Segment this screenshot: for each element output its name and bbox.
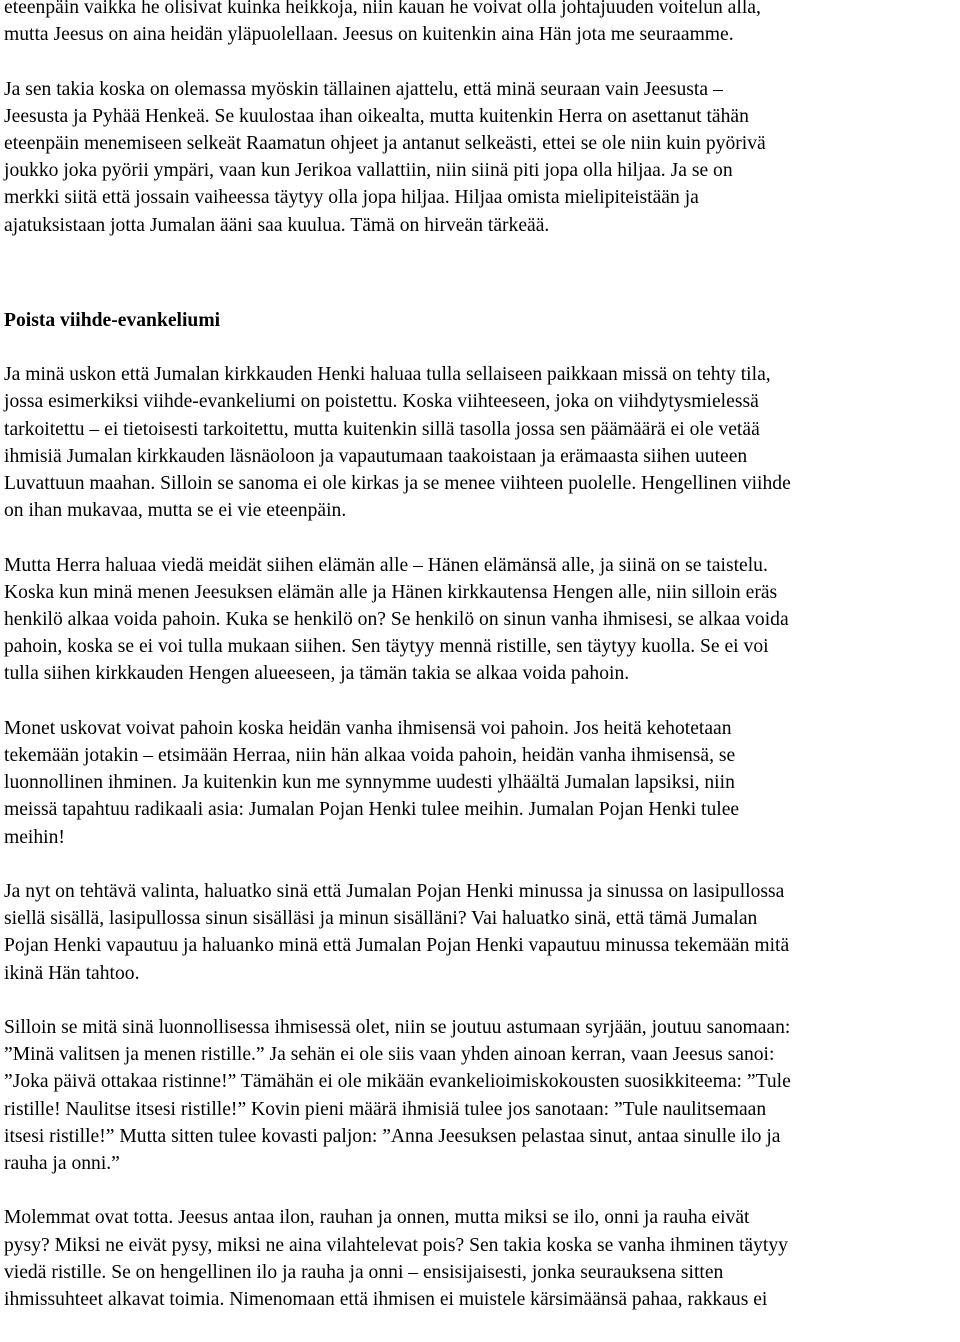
text-line: Koska kun minä menen Jeesuksen elämän alle ja Hänen kirkkautensa Hengen alle, niin silloin eräs xyxy=(4,581,778,603)
text-line: ”Minä valitsen ja menen ristille.” Ja sehän ei ole siis vaan yhden ainoan kerran, vaan Jeesus sanoi: xyxy=(4,1044,775,1066)
text-line: jossa esimerkiksi viihde-evankeliumi on poistettu. Koska viihteeseen, joka on viihdytysmielessä xyxy=(4,391,759,413)
text-line: ihmisiä Jumalan kirkkauden läsnäoloon ja vapautumaan taakoistaan ja erämaasta siihen uuteen xyxy=(4,445,748,467)
text-line: luonnollinen ihminen. Ja kuitenkin kun me synnymme uudesti ylhäältä Jumalan lapsiksi, niin xyxy=(4,772,735,794)
text-line: tarkoitettu – ei tietoisesti tarkoitettu, mutta kuitenkin sillä tasolla jossa sen päämäärä ei ole vetää xyxy=(4,418,760,440)
text-line: Monet uskovat voivat pahoin koska heidän vanha ihmisensä voi pahoin. Jos heitä kehotetaan xyxy=(4,717,732,739)
text-line: Jeesusta ja Pyhää Henkeä. Se kuulostaa ihan oikealta, mutta kuitenkin Herra on asettanut tähän xyxy=(4,105,749,127)
paragraph xyxy=(4,1014,960,1177)
text-line: on ihan mukavaa, mutta se ei vie eteenpäin. xyxy=(4,500,347,522)
paragraph-spacer xyxy=(4,987,960,1014)
text-line: henkilö alkaa voida pahoin. Kuka se henkilö on? Se henkilö on sinun vanha ihmisesi, se alkaa voida xyxy=(4,609,789,631)
text-line: Molemmat ovat totta. Jeesus antaa ilon, rauhan ja onnen, mutta miksi se ilo, onni ja rauha eivät xyxy=(4,1207,750,1229)
text-line: Pojan Henki vapautuu ja haluanko minä että Jumalan Pojan Henki vapautuu minussa tekemään mitä xyxy=(4,935,790,957)
text-line: viedä ristille. Se on hengellinen ilo ja rauha ja onni – ensisijaisesti, jonka seurauksena sitten xyxy=(4,1261,724,1283)
text-line: Ja minä uskon että Jumalan kirkkauden Henki haluaa tulla sellaiseen paikkaan missä on tehty tila, xyxy=(4,364,771,386)
text-line: meissä tapahtuu radikaali asia: Jumalan Pojan Henki tulee meihin. Jumalan Pojan Henki tulee xyxy=(4,799,740,821)
text-line: ristille! Naulitse itsesi ristille!” Kovin pieni määrä ihmisiä tulee jos sanotaan: ”Tule naulitsemaan xyxy=(4,1098,767,1120)
text-line: ikinä Hän tahtoo. xyxy=(4,962,140,984)
paragraph-spacer xyxy=(4,851,960,878)
text-line: Luvattuun maahan. Silloin se sanoma ei ole kirkas ja se menee viihteen puolelle. Hengellinen viihde xyxy=(4,473,791,495)
text-line: Mutta Herra haluaa viedä meidät siihen elämän alle – Hänen elämänsä alle, ja siinä on se taistelu. xyxy=(4,554,768,576)
text-line: Ja nyt on tehtävä valinta, haluatko sinä että Jumalan Pojan Henki minussa ja sinussa on lasipullossa xyxy=(4,881,785,903)
text-line: ajatuksistaan jotta Jumalan ääni saa kuulua. Tämä on hirveän tärkeää. xyxy=(4,214,550,236)
text-line: tulla siihen kirkkauden Hengen alueeseen, ja tämän takia se alkaa voida pahoin. xyxy=(4,663,630,685)
paragraph xyxy=(4,552,960,688)
text-line: itsesi ristille!” Mutta sitten tulee kovasti paljon: ”Anna Jeesuksen pelastaa sinut, antaa sinulle ilo ja xyxy=(4,1125,781,1147)
paragraph xyxy=(4,361,960,524)
text-line: rauha ja onni.” xyxy=(4,1153,120,1175)
text-line: pysy? Miksi ne eivät pysy, miksi ne aina vilahtelevat pois? Sen takia koska se vanha ihminen täytyy xyxy=(4,1234,788,1256)
paragraph-spacer xyxy=(4,334,960,361)
paragraph-spacer xyxy=(4,524,960,551)
text-line: eteenpäin vaikka he olisivat kuinka heikkoja, niin kauan he voivat olla johtajuuden voitelun alla, xyxy=(4,0,761,18)
paragraph-spacer xyxy=(4,688,960,715)
text-line: meihin! xyxy=(4,826,65,848)
paragraph xyxy=(4,878,960,987)
text-line: merkki siitä että jossain vaiheessa täytyy olla jopa hiljaa. Hiljaa omista mielipiteistään ja xyxy=(4,187,699,209)
text-line: ihmissuhteet alkavat toimia. Nimenomaan että ihmisen ei muistele kärsimäänsä pahaa, rakkaus ei xyxy=(4,1289,768,1311)
document-page xyxy=(4,0,960,1313)
paragraph xyxy=(4,1204,960,1313)
paragraph xyxy=(4,0,960,48)
text-line: Silloin se mitä sinä luonnollisessa ihmisessä olet, niin se joutuu astumaan syrjään, joutuu sanomaan: xyxy=(4,1017,791,1039)
text-line: eteenpäin menemiseen selkeät Raamatun ohjeet ja antanut selkeästi, ettei se ole niin kuin pyörivä xyxy=(4,133,766,154)
text-line: pahoin, koska se ei voi tulla mukaan siihen. Sen täytyy mennä ristille, sen täytyy kuolla. Se ei voi xyxy=(4,636,769,658)
text-line: joukko joka pyörii ympäri, vaan kun Jerikoa vallattiin, niin siinä piti jopa olla hiljaa. Ja se on xyxy=(4,160,733,182)
paragraph xyxy=(4,76,960,239)
text-line: ”Joka päivä ottakaa ristinne!” Tämähän ei ole mikään evankelioimiskokousten suosikkiteema: ”Tule xyxy=(4,1071,791,1093)
text-line: Ja sen takia koska on olemassa myöskin tällainen ajattelu, että minä seuraan vain Jeesusta – xyxy=(4,78,723,100)
section-spacer xyxy=(4,239,960,307)
text-line: siellä sisällä, lasipullossa sinun sisälläsi ja minun sisälläni? Vai haluatko sinä, että tämä Jumalan xyxy=(4,908,758,930)
paragraph-spacer xyxy=(4,48,960,75)
text-line: mutta Jeesus on aina heidän yläpuolellaan. Jeesus on kuitenkin aina Hän jota me seuraamme. xyxy=(4,24,734,46)
text-line: tekemään jotakin – etsimään Herraa, niin hän alkaa voida pahoin, heidän vanha ihmisensä, se xyxy=(4,745,736,767)
paragraph-spacer xyxy=(4,1177,960,1204)
paragraph xyxy=(4,715,960,851)
section-heading: Poista viihde-evankeliumi xyxy=(4,309,221,331)
